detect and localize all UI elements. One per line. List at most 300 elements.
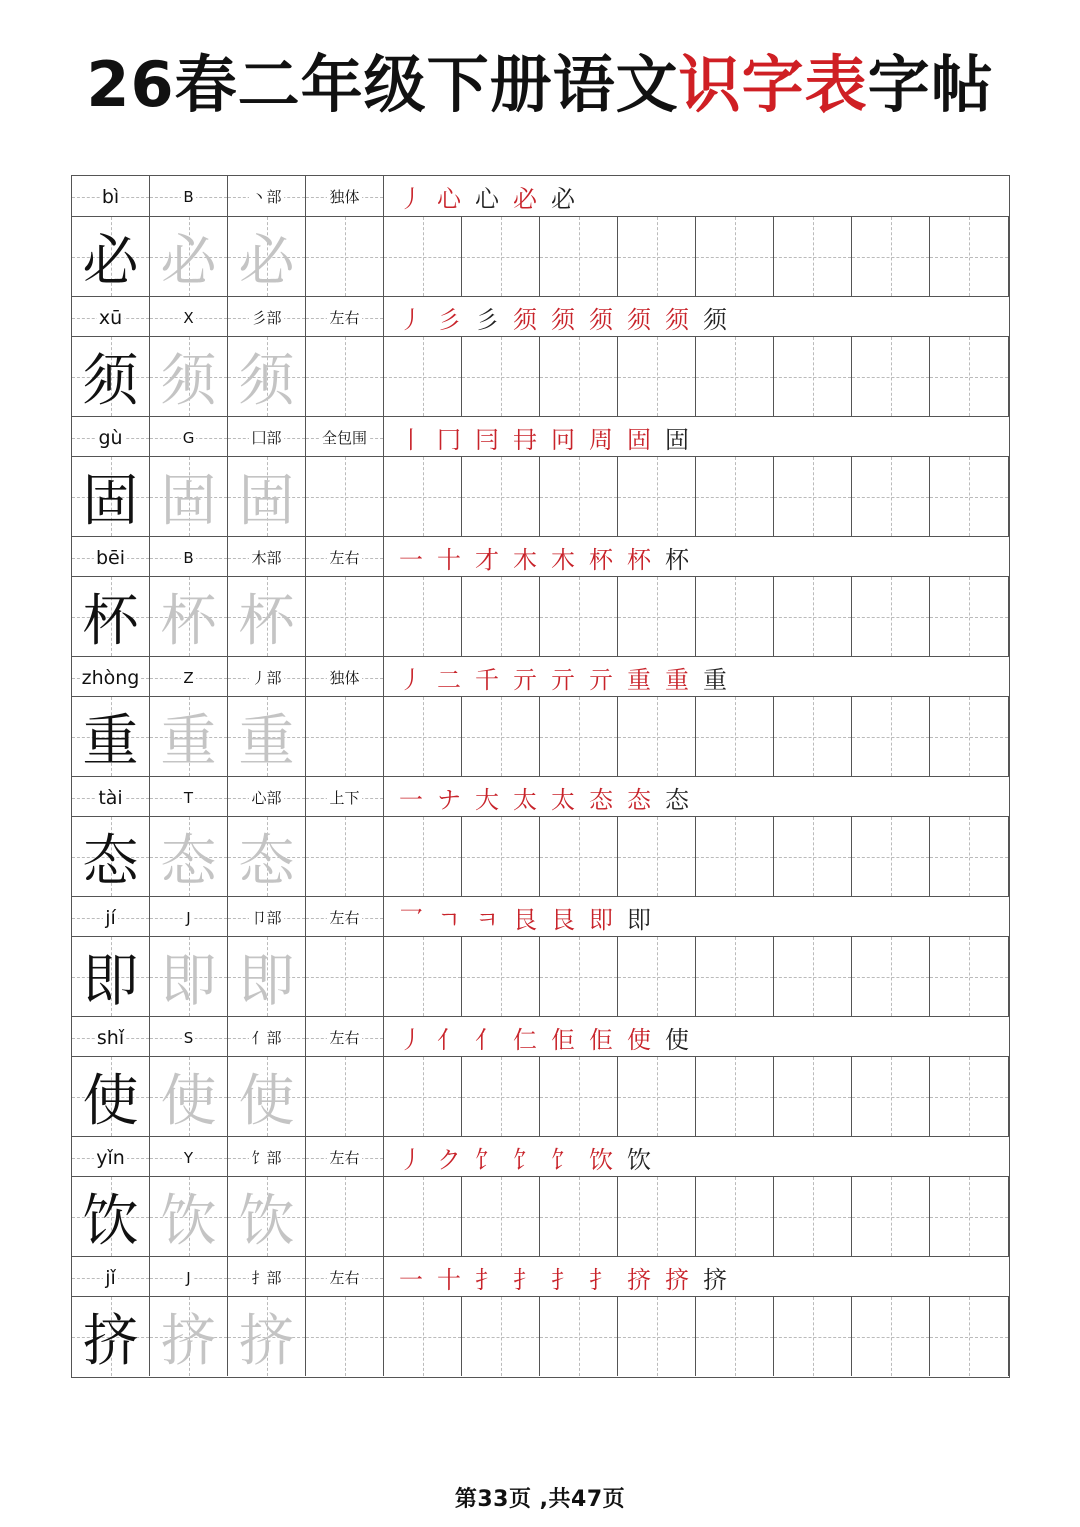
writing-grid-row	[72, 217, 1009, 296]
stroke-step: 亻	[437, 1026, 461, 1054]
stroke-step: 艮	[551, 906, 575, 934]
empty-practice-cell[interactable]	[384, 337, 462, 416]
model-character-cell	[72, 217, 150, 296]
stroke-step: 使	[665, 1026, 689, 1054]
empty-practice-cell[interactable]	[462, 1297, 540, 1376]
empty-practice-cell[interactable]	[618, 1057, 696, 1136]
empty-practice-cell[interactable]	[384, 1177, 462, 1256]
trace-character-cell	[228, 817, 306, 896]
stroke-step: 冋	[551, 426, 575, 454]
stroke-step: 杯	[665, 546, 689, 574]
structure-cell	[306, 657, 384, 698]
stroke-step: 仁	[513, 1026, 537, 1054]
empty-practice-cell[interactable]	[696, 1057, 774, 1136]
stroke-step: 必	[513, 185, 537, 213]
empty-practice-cell[interactable]	[930, 457, 1009, 536]
empty-practice-cell[interactable]	[540, 1177, 618, 1256]
stroke-step: 十	[437, 546, 461, 574]
stroke-step: 太	[551, 786, 575, 814]
stroke-step: 一	[399, 1266, 423, 1294]
stroke-step: 即	[589, 906, 613, 934]
info-row	[72, 1256, 1009, 1297]
stroke-step: 亻	[475, 1026, 499, 1054]
empty-practice-cell[interactable]	[540, 577, 618, 656]
initial-letter-cell-text: Z	[183, 668, 194, 687]
model-character: 饮	[82, 1188, 139, 1254]
structure-cell-text: 左右	[329, 1029, 360, 1047]
stroke-order	[385, 1257, 1009, 1298]
trace-character-cell	[228, 937, 306, 1016]
empty-practice-cell[interactable]	[930, 1177, 1009, 1256]
empty-practice-cell[interactable]	[384, 817, 462, 896]
trace-character-cell	[228, 1297, 306, 1376]
pinyin-cell-text: shǐ	[96, 1026, 125, 1049]
stroke-order	[385, 1017, 1009, 1058]
empty-practice-cell[interactable]	[696, 697, 774, 776]
character-entry	[72, 1136, 1009, 1256]
stroke-step: 必	[551, 185, 575, 213]
stroke-step: 二	[437, 666, 461, 694]
empty-practice-cell[interactable]	[462, 457, 540, 536]
character-entry	[72, 656, 1009, 776]
empty-practice-cell[interactable]	[618, 217, 696, 296]
structure-cell	[306, 897, 384, 938]
empty-practice-cell[interactable]	[462, 577, 540, 656]
empty-practice-cell[interactable]	[540, 1057, 618, 1136]
empty-practice-cell[interactable]	[306, 937, 384, 1016]
writing-grid-row	[72, 1057, 1009, 1136]
empty-practice-cell[interactable]	[774, 697, 852, 776]
empty-practice-cell[interactable]	[618, 817, 696, 896]
stroke-step: 态	[665, 786, 689, 814]
empty-practice-cell[interactable]	[930, 1057, 1009, 1136]
info-row	[72, 1136, 1009, 1177]
info-row	[72, 896, 1009, 937]
trace-character-cell	[150, 1177, 228, 1256]
trace-character: 必	[160, 228, 217, 294]
stroke-step: 扌	[475, 1266, 499, 1294]
writing-grid-row	[72, 1177, 1009, 1256]
empty-practice-cell[interactable]	[930, 937, 1009, 1016]
empty-practice-cell[interactable]	[930, 817, 1009, 896]
character-entry	[72, 536, 1009, 656]
radical-cell-text: 囗部	[251, 429, 282, 447]
trace-character: 须	[238, 348, 295, 414]
structure-cell	[306, 176, 384, 217]
empty-practice-cell[interactable]	[306, 577, 384, 656]
pinyin-cell-text: gù	[98, 426, 123, 449]
pinyin-cell	[72, 417, 150, 458]
character-entry	[72, 416, 1009, 536]
stroke-step: 须	[665, 306, 689, 334]
empty-practice-cell[interactable]	[618, 457, 696, 536]
empty-practice-cell[interactable]	[618, 697, 696, 776]
model-character: 杯	[82, 588, 139, 654]
empty-practice-cell[interactable]	[618, 337, 696, 416]
empty-practice-cell[interactable]	[696, 937, 774, 1016]
initial-letter-cell	[150, 1137, 228, 1178]
page-title	[0, 40, 1080, 130]
stroke-order	[385, 897, 1009, 938]
character-entry	[72, 1016, 1009, 1136]
pinyin-cell	[72, 1257, 150, 1298]
trace-character-cell	[150, 697, 228, 776]
empty-practice-cell[interactable]	[696, 1177, 774, 1256]
trace-character-cell	[228, 697, 306, 776]
trace-character-cell	[150, 1297, 228, 1376]
empty-practice-cell[interactable]	[696, 817, 774, 896]
model-character: 须	[82, 348, 139, 414]
trace-character-cell	[150, 217, 228, 296]
empty-practice-cell[interactable]	[306, 1177, 384, 1256]
model-character-cell	[72, 1177, 150, 1256]
empty-practice-cell[interactable]	[384, 937, 462, 1016]
practice-sheet	[71, 175, 1010, 1378]
character-entry	[72, 296, 1009, 416]
radical-cell	[228, 297, 306, 338]
empty-practice-cell[interactable]	[462, 217, 540, 296]
stroke-step: 扌	[551, 1266, 575, 1294]
pinyin-cell-text: zhòng	[81, 666, 140, 689]
empty-practice-cell[interactable]	[384, 457, 462, 536]
stroke-step: 丨	[399, 426, 423, 454]
stroke-step: 一	[399, 786, 423, 814]
empty-practice-cell[interactable]	[618, 937, 696, 1016]
trace-character: 固	[238, 468, 295, 534]
trace-character: 使	[160, 1068, 217, 1134]
stroke-step: 饮	[627, 1146, 651, 1174]
page-number: 第33页 ,共47页	[454, 1487, 626, 1512]
empty-practice-cell[interactable]	[384, 1057, 462, 1136]
stroke-step: 冂	[437, 426, 461, 454]
initial-letter-cell	[150, 417, 228, 458]
empty-practice-cell[interactable]	[774, 337, 852, 416]
trace-character: 杯	[238, 588, 295, 654]
info-row	[72, 296, 1009, 337]
radical-cell	[228, 897, 306, 938]
info-row	[72, 656, 1009, 697]
stroke-step: 扌	[513, 1266, 537, 1294]
radical-cell	[228, 1017, 306, 1058]
radical-cell-text: 木部	[251, 549, 282, 567]
radical-cell-text: 彡部	[251, 309, 282, 327]
stroke-step: 乛	[399, 906, 423, 934]
radical-cell	[228, 777, 306, 818]
empty-practice-cell[interactable]	[540, 817, 618, 896]
empty-practice-cell[interactable]	[852, 577, 930, 656]
stroke-order	[385, 777, 1009, 818]
radical-cell-text: 心部	[251, 789, 282, 807]
model-character-cell	[72, 937, 150, 1016]
empty-practice-cell[interactable]	[462, 337, 540, 416]
stroke-step: ㅋ	[475, 906, 499, 934]
stroke-step: 冄	[513, 426, 537, 454]
pinyin-cell-text: xū	[98, 306, 123, 329]
empty-practice-cell[interactable]	[852, 1177, 930, 1256]
structure-cell	[306, 1017, 384, 1058]
initial-letter-cell-text: Y	[183, 1148, 194, 1167]
stroke-step: 艮	[513, 906, 537, 934]
empty-practice-cell[interactable]	[462, 1057, 540, 1136]
structure-cell	[306, 1257, 384, 1298]
trace-character-cell	[150, 937, 228, 1016]
stroke-step: 千	[475, 666, 499, 694]
radical-cell-text: 扌部	[251, 1269, 282, 1287]
model-character-cell	[72, 577, 150, 656]
initial-letter-cell	[150, 1257, 228, 1298]
stroke-step: 周	[589, 426, 613, 454]
empty-practice-cell[interactable]	[852, 337, 930, 416]
radical-cell	[228, 176, 306, 217]
stroke-step: 须	[551, 306, 575, 334]
trace-character: 固	[160, 468, 217, 534]
empty-practice-cell[interactable]	[306, 1297, 384, 1376]
info-row	[72, 536, 1009, 577]
structure-cell-text: 上下	[329, 789, 360, 807]
stroke-step: 亓	[513, 666, 537, 694]
empty-practice-cell[interactable]	[540, 337, 618, 416]
stroke-step: 丿	[399, 306, 423, 334]
trace-character: 重	[238, 708, 295, 774]
initial-letter-cell	[150, 297, 228, 338]
structure-cell	[306, 537, 384, 578]
empty-practice-cell[interactable]	[306, 337, 384, 416]
stroke-step: 重	[665, 666, 689, 694]
trace-character: 使	[238, 1068, 295, 1134]
stroke-step: 态	[589, 786, 613, 814]
empty-practice-cell[interactable]	[540, 937, 618, 1016]
stroke-step: 亓	[551, 666, 575, 694]
pinyin-cell	[72, 657, 150, 698]
empty-practice-cell[interactable]	[852, 817, 930, 896]
pinyin-cell	[72, 537, 150, 578]
empty-practice-cell[interactable]	[696, 337, 774, 416]
initial-letter-cell-text: S	[183, 1028, 194, 1047]
stroke-step: 须	[589, 306, 613, 334]
structure-cell-text: 左右	[329, 1269, 360, 1287]
title-suffix: 字帖	[867, 48, 994, 121]
empty-practice-cell[interactable]	[306, 217, 384, 296]
model-character: 挤	[82, 1308, 139, 1374]
empty-practice-cell[interactable]	[852, 217, 930, 296]
trace-character-cell	[150, 577, 228, 656]
empty-practice-cell[interactable]	[930, 217, 1009, 296]
empty-practice-cell[interactable]	[306, 457, 384, 536]
structure-cell-text: 全包围	[321, 429, 367, 447]
empty-practice-cell[interactable]	[774, 457, 852, 536]
empty-practice-cell[interactable]	[696, 1297, 774, 1376]
initial-letter-cell	[150, 897, 228, 938]
pinyin-cell	[72, 897, 150, 938]
structure-cell	[306, 297, 384, 338]
empty-practice-cell[interactable]	[618, 1177, 696, 1256]
trace-character: 须	[160, 348, 217, 414]
structure-cell	[306, 777, 384, 818]
trace-character-cell	[150, 817, 228, 896]
model-character: 使	[82, 1068, 139, 1134]
structure-cell-text: 左右	[329, 549, 360, 567]
structure-cell-text: 独体	[329, 669, 360, 687]
empty-practice-cell[interactable]	[852, 457, 930, 536]
info-row	[72, 776, 1009, 817]
stroke-step: 使	[627, 1026, 651, 1054]
writing-grid-row	[72, 457, 1009, 536]
stroke-step: 木	[513, 546, 537, 574]
radical-cell	[228, 1137, 306, 1178]
trace-character: 挤	[238, 1308, 295, 1374]
pinyin-cell-text: tài	[98, 786, 123, 809]
empty-practice-cell[interactable]	[852, 937, 930, 1016]
info-row	[72, 416, 1009, 457]
pinyin-cell	[72, 297, 150, 338]
initial-letter-cell-text: T	[183, 788, 194, 807]
stroke-order	[385, 297, 1009, 338]
stroke-step: 佢	[589, 1026, 613, 1054]
empty-practice-cell[interactable]	[306, 817, 384, 896]
stroke-step: 挤	[665, 1266, 689, 1294]
writing-grid-row	[72, 817, 1009, 896]
empty-practice-cell[interactable]	[462, 817, 540, 896]
empty-practice-cell[interactable]	[384, 1297, 462, 1376]
model-character: 即	[82, 948, 139, 1014]
empty-practice-cell[interactable]	[930, 577, 1009, 656]
empty-practice-cell[interactable]	[462, 1177, 540, 1256]
trace-character-cell	[228, 457, 306, 536]
stroke-order	[385, 417, 1009, 458]
empty-practice-cell[interactable]	[930, 697, 1009, 776]
empty-practice-cell[interactable]	[306, 697, 384, 776]
empty-practice-cell[interactable]	[462, 697, 540, 776]
empty-practice-cell[interactable]	[774, 937, 852, 1016]
empty-practice-cell[interactable]	[696, 577, 774, 656]
model-character: 重	[82, 708, 139, 774]
pinyin-cell-text: bēi	[95, 546, 126, 569]
stroke-step: 扌	[589, 1266, 613, 1294]
empty-practice-cell[interactable]	[852, 697, 930, 776]
stroke-step: ナ	[437, 786, 461, 814]
empty-practice-cell[interactable]	[618, 577, 696, 656]
writing-grid-row	[72, 337, 1009, 416]
initial-letter-cell	[150, 777, 228, 818]
empty-practice-cell[interactable]	[774, 1057, 852, 1136]
pinyin-cell	[72, 1137, 150, 1178]
empty-practice-cell[interactable]	[540, 697, 618, 776]
empty-practice-cell[interactable]	[462, 937, 540, 1016]
stroke-step: 彡	[475, 306, 499, 334]
empty-practice-cell[interactable]	[696, 457, 774, 536]
empty-practice-cell[interactable]	[540, 457, 618, 536]
empty-practice-cell[interactable]	[618, 1297, 696, 1376]
empty-practice-cell[interactable]	[774, 817, 852, 896]
stroke-step: 心	[437, 185, 461, 213]
stroke-step: 冃	[475, 426, 499, 454]
stroke-step: 木	[551, 546, 575, 574]
empty-practice-cell[interactable]	[306, 1057, 384, 1136]
stroke-order	[385, 1137, 1009, 1178]
stroke-order	[385, 176, 1009, 217]
initial-letter-cell	[150, 1017, 228, 1058]
structure-cell-text: 左右	[329, 1149, 360, 1167]
pinyin-cell-text: yǐn	[96, 1146, 125, 1169]
empty-practice-cell[interactable]	[384, 577, 462, 656]
stroke-step: 挤	[703, 1266, 727, 1294]
character-entry	[72, 176, 1009, 296]
stroke-step: 亓	[589, 666, 613, 694]
stroke-order	[385, 537, 1009, 578]
stroke-step: 须	[513, 306, 537, 334]
structure-cell-text: 左右	[329, 309, 360, 327]
model-character-cell	[72, 1057, 150, 1136]
empty-practice-cell[interactable]	[696, 217, 774, 296]
trace-character: 必	[238, 228, 295, 294]
character-entry	[72, 776, 1009, 896]
pinyin-cell	[72, 1017, 150, 1058]
stroke-step: 一	[399, 546, 423, 574]
stroke-step: 固	[627, 426, 651, 454]
empty-practice-cell[interactable]	[852, 1057, 930, 1136]
empty-practice-cell[interactable]	[540, 217, 618, 296]
empty-practice-cell[interactable]	[930, 337, 1009, 416]
stroke-step: ク	[437, 1146, 461, 1174]
info-row	[72, 1016, 1009, 1057]
empty-practice-cell[interactable]	[384, 217, 462, 296]
empty-practice-cell[interactable]	[774, 577, 852, 656]
initial-letter-cell-text: B	[183, 548, 194, 567]
stroke-step: 即	[627, 906, 651, 934]
trace-character-cell	[228, 577, 306, 656]
empty-practice-cell[interactable]	[774, 1177, 852, 1256]
writing-grid-row	[72, 937, 1009, 1016]
structure-cell-text: 左右	[329, 909, 360, 927]
stroke-step: 重	[703, 666, 727, 694]
stroke-step: 彡	[437, 306, 461, 334]
radical-cell-text: 丶部	[251, 188, 282, 206]
empty-practice-cell[interactable]	[384, 697, 462, 776]
stroke-step: 佢	[551, 1026, 575, 1054]
empty-practice-cell[interactable]	[540, 1297, 618, 1376]
trace-character: 即	[160, 948, 217, 1014]
stroke-step: 大	[475, 786, 499, 814]
trace-character-cell	[228, 1057, 306, 1136]
empty-practice-cell[interactable]	[774, 1297, 852, 1376]
stroke-step: 饣	[551, 1146, 575, 1174]
stroke-step: 丿	[399, 1026, 423, 1054]
trace-character-cell	[150, 1057, 228, 1136]
stroke-step: 须	[703, 306, 727, 334]
trace-character: 态	[238, 828, 295, 894]
radical-cell	[228, 537, 306, 578]
title-highlight: 识字表	[678, 48, 868, 121]
empty-practice-cell[interactable]	[852, 1297, 930, 1376]
empty-practice-cell[interactable]	[774, 217, 852, 296]
stroke-step: 才	[475, 546, 499, 574]
writing-grid-row	[72, 577, 1009, 656]
stroke-order	[385, 657, 1009, 698]
trace-character-cell	[150, 337, 228, 416]
radical-cell-text: 卩部	[251, 909, 282, 927]
stroke-step: 十	[437, 1266, 461, 1294]
empty-practice-cell[interactable]	[930, 1297, 1009, 1376]
stroke-step: 饣	[513, 1146, 537, 1174]
title-prefix: 26春二年级下册语文	[86, 48, 679, 121]
model-character-cell	[72, 337, 150, 416]
trace-character: 态	[160, 828, 217, 894]
stroke-step: 须	[627, 306, 651, 334]
character-entry	[72, 896, 1009, 1016]
trace-character: 饮	[160, 1188, 217, 1254]
trace-character-cell	[150, 457, 228, 536]
model-character-cell	[72, 457, 150, 536]
